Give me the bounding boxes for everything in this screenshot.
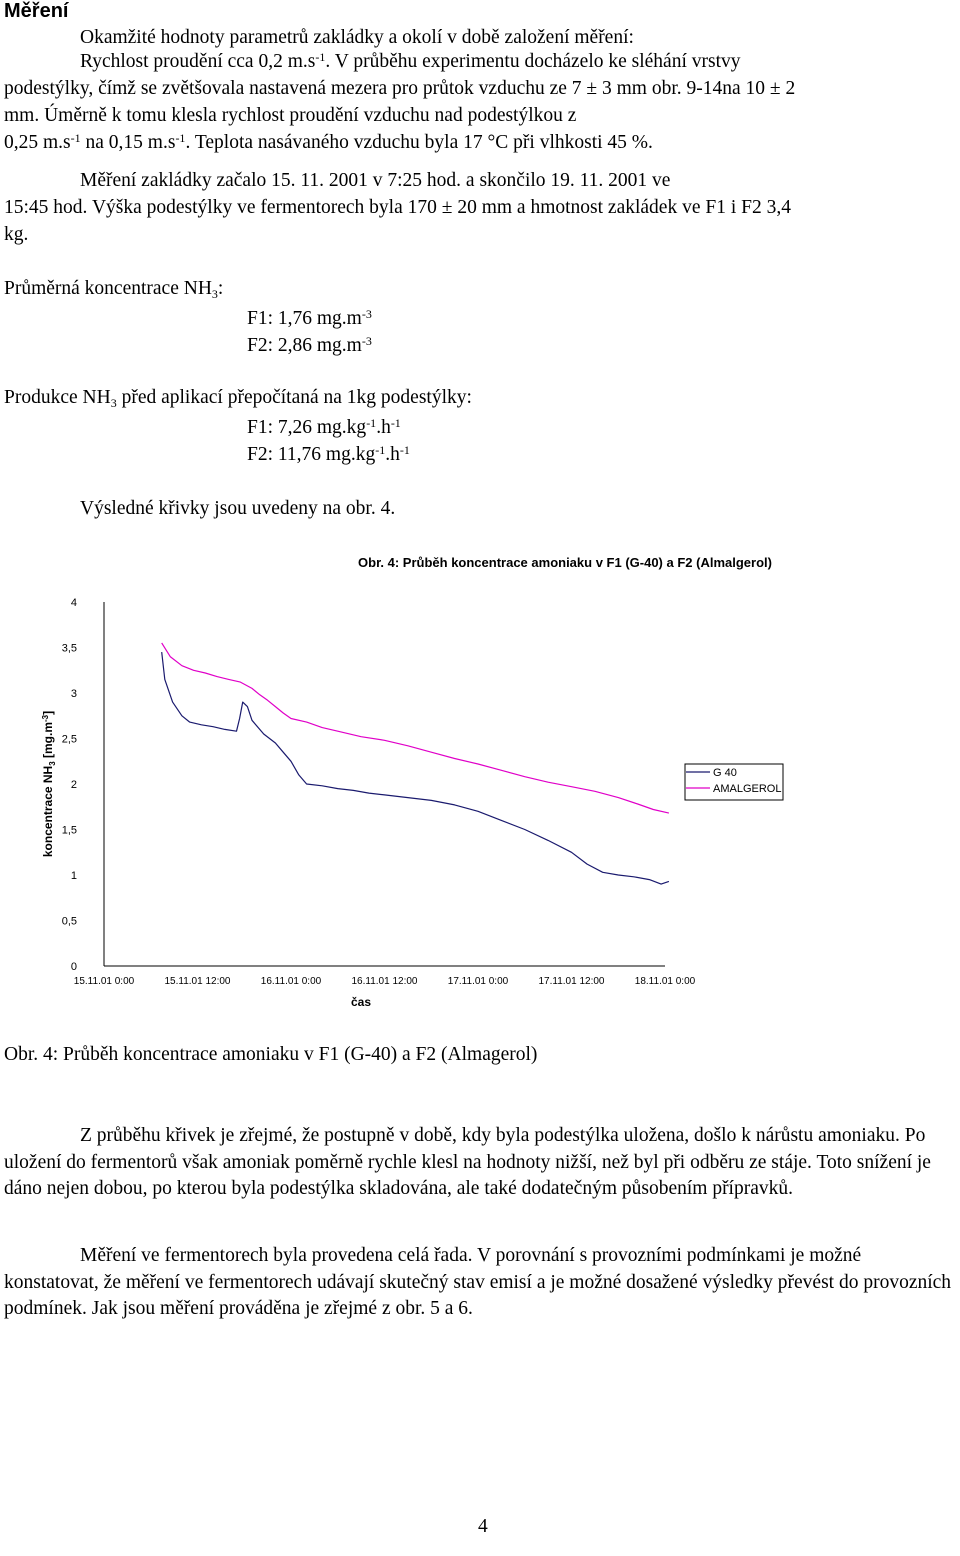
x-axis-label: čas <box>350 995 372 1009</box>
y-tick-label: 2,5 <box>61 733 77 746</box>
figure-caption: Obr. 4: Průběh koncentrace amoniaku v F1 (G-40) a F2 (Almagerol) <box>4 1044 538 1065</box>
x-tick-label: 18.11.01 0:00 <box>634 976 696 987</box>
x-tick-label: 17.11.01 0:00 <box>447 976 509 987</box>
legend-label-g40: G 40 <box>713 767 737 779</box>
y-tick-label: 1 <box>70 870 77 882</box>
y-tick-label: 3,5 <box>61 642 77 655</box>
concentration-f2: F2: 2,86 $mg.m^{-3}$ <box>247 334 372 356</box>
series-lines <box>162 643 669 884</box>
intro-line-5: 0,25 $m.s^{-1}$ na 0,15 $m.s^{-1}$. Teplota nasávaného vzduchu byla 17 °C při vlhkosti 45 %. <box>4 131 653 153</box>
x-tick-label: 17.11.01 12:00 <box>538 976 605 987</box>
y-tick-label: 0,5 <box>61 915 77 928</box>
x-tick-label: 16.11.01 0:00 <box>260 976 322 987</box>
legend-label-amalgerol: AMALGEROL <box>713 783 782 795</box>
chart-legend <box>685 764 783 800</box>
chart-title: Obr. 4: Průběh koncentrace amoniaku v F1 (G-40) a F2 (Almalgerol) <box>358 555 772 570</box>
intro-line-2: Rychlost proudění cca 0,2 $m.s^{-1}$. V průběhu experimentu docházelo ke sléhání vrstvy <box>80 50 741 72</box>
paragraph-1: Z průběhu křivek je zřejmé, že postupně v době, kdy byla podestýlka uložena, došlo k nárůstu amoniaku. Po uložení do fermentorů však amoniak poměrně rychle klesl na hodnoty nižší, než byl při odběru ze stáje. Toto snížení je dáno nejen dobou, po kterou byla podestýlka skladována, ale také dodatečným působením přípravků. <box>4 1125 931 1199</box>
y-tick-label: 0 <box>70 961 77 973</box>
intro-line-8: kg. <box>4 224 29 245</box>
y-axis-label: koncentrace $NH_3$ $[mg.m^{-3}]$ <box>41 710 57 858</box>
y-tick-label: 2 <box>70 779 77 791</box>
x-tick-label: 15.11.01 12:00 <box>164 976 231 987</box>
paragraph-2: Měření ve fermentorech byla provedena celá řada. V porovnání s provozními podmínkami je možné konstatovat, že měření ve fermentorech udávají skutečný stav emisí a je možné dosažené výsledky převést do provozních podmínek. Jak jsou měření prováděna je zřejmé z obr. 5 a 6. <box>4 1245 952 1319</box>
y-tick-label: 3 <box>70 688 77 700</box>
y-tick-label: 4 <box>70 597 77 609</box>
production-label: Produkce $NH_3$ před aplikací přepočítaná na 1kg podestýlky: <box>4 387 472 410</box>
concentration-label: Průměrná koncentrace $NH_3$: <box>4 278 224 301</box>
x-tick-label: 15.11.01 0:00 <box>73 976 135 987</box>
production-f1: F1: 7,26 $mg.kg^{-1}.h^{-1}$ <box>247 416 401 438</box>
concentration-f1: F1: 1,76 $mg.m^{-3}$ <box>247 307 372 329</box>
intro-line-4: mm. Úměrně k tomu klesla rychlost proudění vzduchu nad podestýlkou z <box>4 105 577 126</box>
page-number: 4 <box>478 1516 488 1537</box>
section-heading: Měření <box>4 0 69 22</box>
intro-line-1: Okamžité hodnoty parametrů zakládky a okolí v době založení měření: <box>80 27 634 48</box>
production-f2: F2: 11,76 $mg.kg^{-1}.h^{-1}$ <box>247 443 410 465</box>
intro-line-6: Měření zakládky začalo 15. 11. 2001 v 7:25 hod. a skončilo 19. 11. 2001 ve <box>80 170 671 191</box>
results-note: Výsledné křivky jsou uvedeny na obr. 4. <box>80 498 396 519</box>
intro-line-7: 15:45 hod. Výška podestýlky ve fermentorech byla 170 ± 20 mm a hmotnost zakládek ve F1 i F2 3,4 <box>4 197 791 218</box>
ammonia-concentration-chart <box>0 540 960 1010</box>
y-tick-labels <box>62 597 77 973</box>
series-line-g40 <box>162 652 669 884</box>
x-tick-labels <box>74 976 696 987</box>
y-tick-label: 1,5 <box>61 824 77 837</box>
intro-line-3: podestýlky, čímž se zvětšovala nastavená mezera pro průtok vzduchu ze 7 ± 3 mm obr. 9-14na 10 ± 2 <box>4 78 796 99</box>
x-tick-label: 16.11.01 12:00 <box>351 976 418 987</box>
